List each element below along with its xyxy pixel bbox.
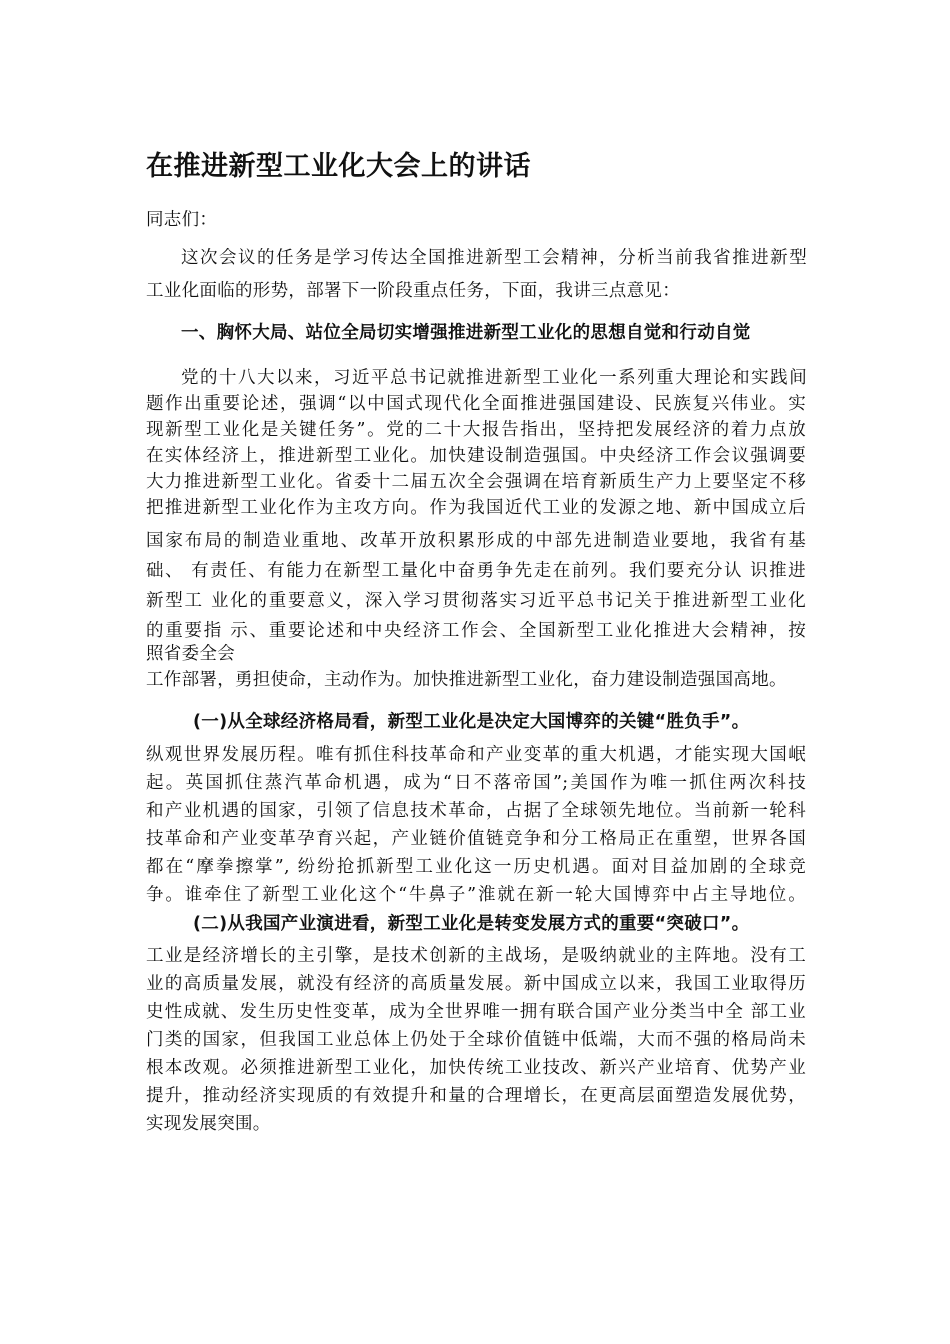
- paragraph-line: 把推进新型工业化作为主攻方向。作为我国近代工业的发源之地、新中国成立后: [146, 498, 806, 518]
- paragraph-line: 现新型工业化是关键任务”。党的二十大报告指出，坚持把发展经济的着力点放: [146, 420, 806, 440]
- paragraph-line: 业的高质量发展，就没有经济的高质量发展。新中国成立以来，我国工业取得历: [146, 974, 806, 994]
- paragraph-line: 提升，推动经济实现质的有效提升和量的合理增长，在更高层面塑造发展优势，: [146, 1086, 806, 1106]
- paragraph-line: 门类的国家，但我国工业总体上仍处于全球价值链中低端，大而不强的格局尚未: [146, 1030, 806, 1050]
- paragraph-line: 工业是经济增长的主引擎，是技术创新的主战场，是吸纳就业的主阵地。没有工: [146, 946, 806, 966]
- paragraph-line: 纵观世界发展历程。唯有抓住科技革命和产业变革的重大机遇，才能实现大国岷: [146, 745, 806, 765]
- paragraph-line: 在实体经济上，推进新型工业化。加快建设制造强国。中央经济工作会议强调要: [146, 446, 806, 466]
- paragraph-line: 的重要指 示、重要论述和中央经济工作会、全国新型工业化推进大会精神，按: [146, 621, 806, 641]
- paragraph-line: 技革命和产业变革孕育兴起，产业链价值链竞争和分工格局正在重塑，世界各国: [146, 829, 806, 849]
- paragraph-line: 实现发展突围。: [146, 1114, 271, 1134]
- paragraph-line: 础、 有责任、有能力在新型工量化中奋勇争先走在前列。我们要充分认 识推进: [146, 561, 806, 581]
- salutation: 同志们：: [146, 210, 218, 230]
- paragraph-line: 国家布局的制造业重地、改革开放积累形成的中部先进制造业要地，我省有基: [146, 531, 806, 551]
- paragraph-line: 史性成就、发生历史性变革，成为全世界唯一拥有联合国产业分类当中全 部工业: [146, 1002, 806, 1022]
- paragraph-line: 起。英国抓住蒸汽革命机遇，成为“日不落帝国”;美国作为唯一抓住两次科技: [146, 773, 806, 793]
- paragraph-line: 党的十八大以来，习近平总书记就推进新型工业化一系列重大理论和实践间: [181, 368, 807, 388]
- paragraph-line: 都在“摩拳擦掌”, 纷纷抢抓新型工业化这一历史机遇。面对目益加剧的全球竞: [146, 857, 806, 877]
- document-title: 在推进新型工业化大会上的讲话: [146, 151, 531, 182]
- intro-line: 这次会议的任务是学习传达全国推进新型工会精神，分析当前我省推进新型: [181, 248, 807, 268]
- paragraph-line: 新型工 业化的重要意义，深入学习贯彻落实习近平总书记关于推进新型工业化: [146, 591, 806, 611]
- paragraph-line: 题作出重要论述，强调“以中国式现代化全面推进强国建设、民族复兴伟业。实: [146, 394, 806, 414]
- subsection-heading: (一)从全球经济格局看，新型工业化是决定大国博弈的关键“胜负手”。: [193, 712, 750, 732]
- intro-line: 工业化面临的形势，部署下一阶段重点任务，下面，我讲三点意见：: [146, 281, 680, 301]
- section-heading: 一、胸怀大局、站位全局切实增强推进新型工业化的思想自觉和行动自觉: [181, 323, 751, 343]
- paragraph-line: 照省委全会: [146, 644, 235, 664]
- paragraph-line: 大力推进新型工业化。省委十二届五次全会强调在培育新质生产力上要坚定不移: [146, 472, 806, 492]
- paragraph-line: 争。谁牵住了新型工业化这个“牛鼻子”淮就在新一轮大国博弈中占主导地位。: [146, 885, 806, 905]
- paragraph-line: 和产业机遇的国家，引领了信息技术革命，占据了全球领先地位。当前新一轮科: [146, 801, 806, 821]
- paragraph-line: 根本改观。必须推进新型工业化，加快传统工业技改、新兴产业培育、优势产业: [146, 1058, 806, 1078]
- subsection-heading: (二)从我国产业演进看，新型工业化是转变发展方式的重要“突破口”。: [193, 914, 750, 934]
- paragraph-line: 工作部署，勇担使命，主动作为。加快推进新型工业化，奋力建设制造强国高地。: [146, 670, 787, 690]
